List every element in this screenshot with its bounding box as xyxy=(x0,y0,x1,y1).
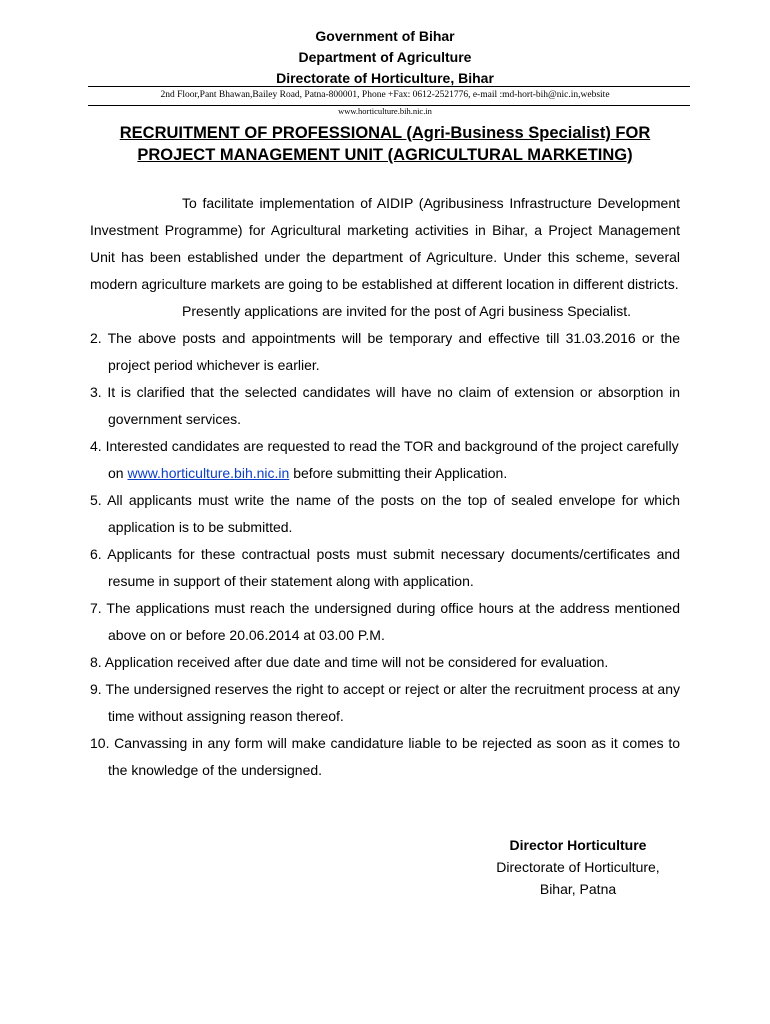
header-directorate: Directorate of Horticulture, Bihar xyxy=(276,70,494,86)
term-5: 5. All applicants must write the name of the posts on the top of sealed envelope for which application is to be submitted. xyxy=(90,492,680,535)
header-government: Government of Bihar xyxy=(315,28,455,44)
signature-block xyxy=(478,834,678,900)
term-4-text-end: before submitting their Application. xyxy=(289,465,508,481)
intro-paragraph: To facilitate implementation of AIDIP (Agribusiness Infrastructure Development Investment Programme) for Agricultural marketing activities in Bihar, a Project Management Unit has been established under the department of Agriculture. Under this scheme, several modern agriculture markets are going to be established at different location in different districts. xyxy=(90,195,680,292)
term-4-text-start: 4. Interested candidates are requested to read the TOR and background of the project carefully on xyxy=(90,438,679,481)
notice-title-line-1: RECRUITMENT OF PROFESSIONAL (Agri-Business Specialist) FOR xyxy=(119,124,651,142)
terms-list xyxy=(90,325,680,784)
notice-title-line-2: PROJECT MANAGEMENT UNIT (AGRICULTURAL MARKETING) xyxy=(137,146,633,164)
term-3: 3. It is clarified that the selected candidates will have no claim of extension or absorption in government services. xyxy=(90,384,680,427)
header-rule-top xyxy=(88,86,690,87)
term-8: 8. Application received after due date and time will not be considered for evaluation. xyxy=(90,654,609,670)
header-website: www.horticulture.bih.nic.in xyxy=(338,106,432,116)
signatory-office: Directorate of Horticulture, xyxy=(496,859,660,875)
term-2: 2. The above posts and appointments will be temporary and effective till 31.03.2016 or the project period whichever is earlier. xyxy=(90,330,680,373)
term-6: 6. Applicants for these contractual posts must submit necessary documents/certificates and resume in support of their statement along with application. xyxy=(90,546,680,589)
header-department: Department of Agriculture xyxy=(298,49,472,65)
term-7: 7. The applications must reach the undersigned during office hours at the address mentioned above on or before 20.06.2014 at 03.00 P.M. xyxy=(90,600,680,643)
term-10: 10. Canvassing in any form will make candidature liable to be rejected as soon as it comes to the knowledge of the undersigned. xyxy=(90,735,680,778)
notice-body xyxy=(90,190,680,784)
signatory-title: Director Horticulture xyxy=(509,837,647,853)
header-address: 2nd Floor,Pant Bhawan,Bailey Road, Patna-800001, Phone +Fax: 0612-2521776, e-mail :md-hort-bih@nic.in,website xyxy=(160,90,610,100)
signatory-place: Bihar, Patna xyxy=(539,881,617,897)
term-9: 9. The undersigned reserves the right to accept or reject or alter the recruitment process at any time without assigning reason thereof. xyxy=(90,681,680,724)
horticulture-website-link[interactable]: www.horticulture.bih.nic.in xyxy=(127,465,290,481)
invitation-line: Presently applications are invited for the post of Agri business Specialist. xyxy=(182,303,632,319)
notice-title xyxy=(80,122,690,166)
term-4 xyxy=(90,433,680,487)
